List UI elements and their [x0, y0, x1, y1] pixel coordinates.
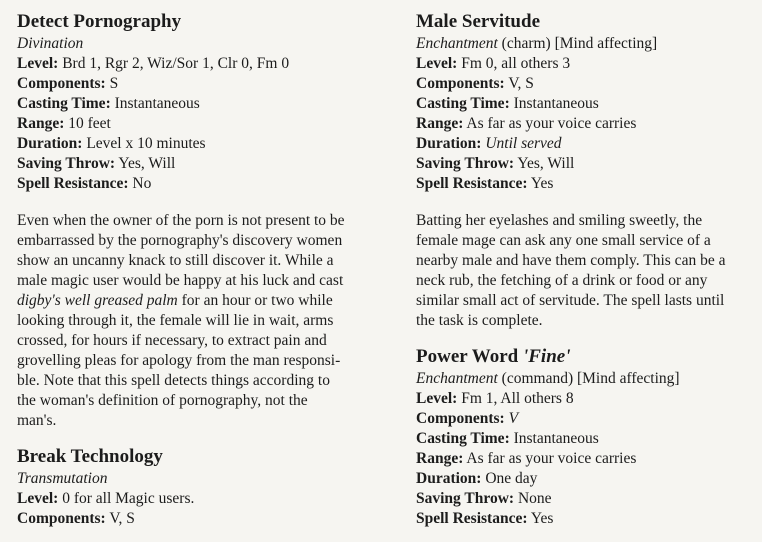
- right-column: [416, 10, 758, 529]
- stat-components: Components: V, S: [416, 75, 534, 92]
- stat-level: Level: 0 for all Magic users.: [17, 490, 195, 507]
- spell-title: Power Word 'Fine': [416, 346, 571, 367]
- stat-saving-throw: Saving Throw: None: [416, 490, 552, 507]
- spell-school: Divination: [17, 35, 84, 52]
- desc-line: female mage can ask any one small service of a: [416, 232, 711, 249]
- spell-power-word-fine: [416, 345, 758, 529]
- spell-title: Break Technology: [17, 446, 163, 467]
- desc-line: male magic user would be happy at his luck and cast: [17, 272, 344, 289]
- desc-line: the woman's definition of pornography, not the: [17, 392, 308, 409]
- stat-casting-time: Casting Time: Instantaneous: [416, 95, 599, 112]
- stat-range: Range: As far as your voice carries: [416, 450, 637, 467]
- stat-duration: Duration: Level x 10 minutes: [17, 135, 206, 152]
- stat-components: Components: S: [17, 75, 119, 92]
- spell-detect-pornography: [17, 10, 377, 431]
- desc-line: grovelling pleas for apology from the man responsi-: [17, 352, 341, 369]
- desc-line: digby's well greased palm for an hour or two while: [17, 292, 333, 309]
- stat-level: Level: Fm 1, All others 8: [416, 390, 574, 407]
- spell-description: [416, 211, 758, 331]
- stat-spell-resistance: Spell Resistance: Yes: [416, 175, 554, 192]
- spell-description: [17, 211, 377, 431]
- spell-break-technology: [17, 445, 377, 529]
- spell-title: Male Servitude: [416, 11, 541, 32]
- desc-line: the task is complete.: [416, 312, 543, 329]
- stat-spell-resistance: Spell Resistance: Yes: [416, 510, 554, 527]
- stat-level: Level: Fm 0, all others 3: [416, 55, 571, 72]
- stat-saving-throw: Saving Throw: Yes, Will: [17, 155, 176, 172]
- stat-duration: Duration: Until served: [416, 135, 562, 152]
- stat-casting-time: Casting Time: Instantaneous: [416, 430, 599, 447]
- stat-components: Components: V: [416, 410, 519, 427]
- spell-school: Enchantment (command) [Mind affecting]: [416, 370, 680, 387]
- desc-line: nearby male and have them comply. This can be a: [416, 252, 726, 269]
- left-column: [17, 10, 377, 529]
- desc-line: neck rub, the fetching of a drink or food or any: [416, 272, 708, 289]
- stat-spell-resistance: Spell Resistance: No: [17, 175, 152, 192]
- desc-line: ble. Note that this spell detects things according to: [17, 372, 330, 389]
- stat-range: Range: 10 feet: [17, 115, 111, 132]
- desc-line: man's.: [17, 412, 57, 429]
- spell-school: Transmutation: [17, 470, 108, 487]
- spell-title: Detect Pornography: [17, 11, 182, 32]
- stat-components: Components: V, S: [17, 510, 135, 527]
- desc-line: Even when the owner of the porn is not present to be: [17, 212, 345, 229]
- stat-duration: Duration: One day: [416, 470, 538, 487]
- desc-line: looking through it, the female will lie in wait, arms: [17, 312, 334, 329]
- stat-saving-throw: Saving Throw: Yes, Will: [416, 155, 575, 172]
- stat-level: Level: Brd 1, Rgr 2, Wiz/Sor 1, Clr 0, Fm 0: [17, 55, 290, 72]
- stat-casting-time: Casting Time: Instantaneous: [17, 95, 200, 112]
- desc-line: crossed, for hours if necessary, to extract pain and: [17, 332, 327, 349]
- stat-range: Range: As far as your voice carries: [416, 115, 637, 132]
- desc-line: Batting her eyelashes and smiling sweetly, the: [416, 212, 703, 229]
- desc-line: show an uncanny knack to still discover it. While a: [17, 252, 334, 269]
- spell-male-servitude: [416, 10, 758, 331]
- desc-line: similar small act of servitude. The spell lasts until: [416, 292, 725, 309]
- desc-line: embarrassed by the pornography's discovery women: [17, 232, 343, 249]
- spell-school: Enchantment (charm) [Mind affecting]: [416, 35, 658, 52]
